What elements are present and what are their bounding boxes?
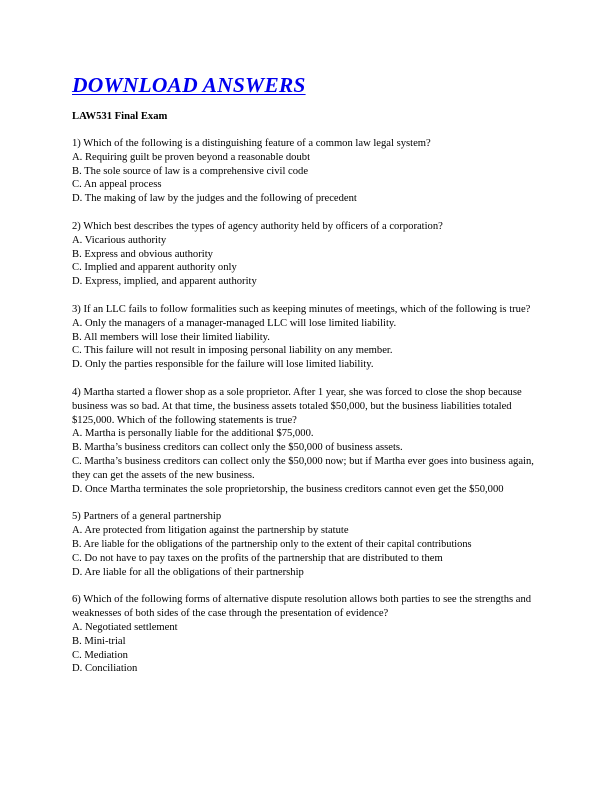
answer-option-b: B. Are liable for the obligations of the partnership only to the extent of their capital contributions <box>72 538 472 550</box>
answer-option-c: C. Martha’s business creditors can collect only the $50,000 now; but if Martha ever goes into business again, they can get the assets of the new business. <box>72 455 534 481</box>
question-text: 5) Partners of a general partnership <box>72 511 222 523</box>
question-5 <box>72 510 542 579</box>
answer-option-c: C. Mediation <box>72 649 128 661</box>
answer-option-b: B. Express and obvious authority <box>72 248 213 260</box>
question-text: 6) Which of the following forms of alternative dispute resolution allows both parties to see the strengths and weaknesses of both sides of the case through the presentation of evidence? <box>72 594 532 620</box>
download-answers-link[interactable]: DOWNLOAD ANSWERS <box>72 73 306 97</box>
question-text: 4) Martha started a flower shop as a sole proprietor. After 1 year, she was forced to close the shop because business was so bad. At that time, the business assets totaled $50,000, but the business liabilities totaled $125,000. Which of the following statements is true? <box>72 386 522 426</box>
question-4 <box>72 386 542 496</box>
answer-option-a: A. Only the managers of a manager-managed LLC will lose limited liability. <box>72 317 397 329</box>
answer-option-a: A. Vicarious authority <box>72 234 167 246</box>
answer-option-d: D. Once Martha terminates the sole proprietorship, the business creditors cannot even get the $50,000 <box>72 483 504 495</box>
answer-option-c: C. Implied and apparent authority only <box>72 262 237 274</box>
document-page <box>72 72 542 676</box>
question-2 <box>72 220 542 289</box>
answer-option-a: A. Are protected from litigation against the partnership by statute <box>72 525 349 537</box>
answer-option-c: C. Do not have to pay taxes on the profits of the partnership that are distributed to them <box>72 552 443 564</box>
answer-option-a: A. Requiring guilt be proven beyond a reasonable doubt <box>72 151 311 163</box>
answer-option-d: D. The making of law by the judges and the following of precedent <box>72 193 357 205</box>
answer-option-b: B. Martha’s business creditors can collect only the $50,000 of business assets. <box>72 442 403 454</box>
answer-option-d: D. Only the parties responsible for the failure will lose limited liability. <box>72 359 374 371</box>
question-3 <box>72 303 542 372</box>
answer-option-b: B. The sole source of law is a comprehensive civil code <box>72 165 309 177</box>
answer-option-d: D. Express, implied, and apparent authority <box>72 276 257 288</box>
answer-option-c: C. This failure will not result in imposing personal liability on any member. <box>72 345 393 357</box>
question-1 <box>72 137 542 206</box>
answer-option-d: D. Conciliation <box>72 663 138 675</box>
answer-option-a: A. Negotiated settlement <box>72 621 178 633</box>
answer-option-b: B. All members will lose their limited liability. <box>72 331 270 343</box>
question-6 <box>72 593 542 676</box>
question-text: 3) If an LLC fails to follow formalities such as keeping minutes of meetings, which of the following is true? <box>72 303 531 315</box>
answer-option-c: C. An appeal process <box>72 179 162 191</box>
question-text: 1) Which of the following is a distinguishing feature of a common law legal system? <box>72 138 431 149</box>
answer-option-b: B. Mini-trial <box>72 635 126 647</box>
question-text: 2) Which best describes the types of agency authority held by officers of a corporation? <box>72 220 443 232</box>
exam-title: LAW531 Final Exam <box>72 111 168 122</box>
answer-option-a: A. Martha is personally liable for the additional $75,000. <box>72 428 314 440</box>
answer-option-d: D. Are liable for all the obligations of their partnership <box>72 566 304 578</box>
